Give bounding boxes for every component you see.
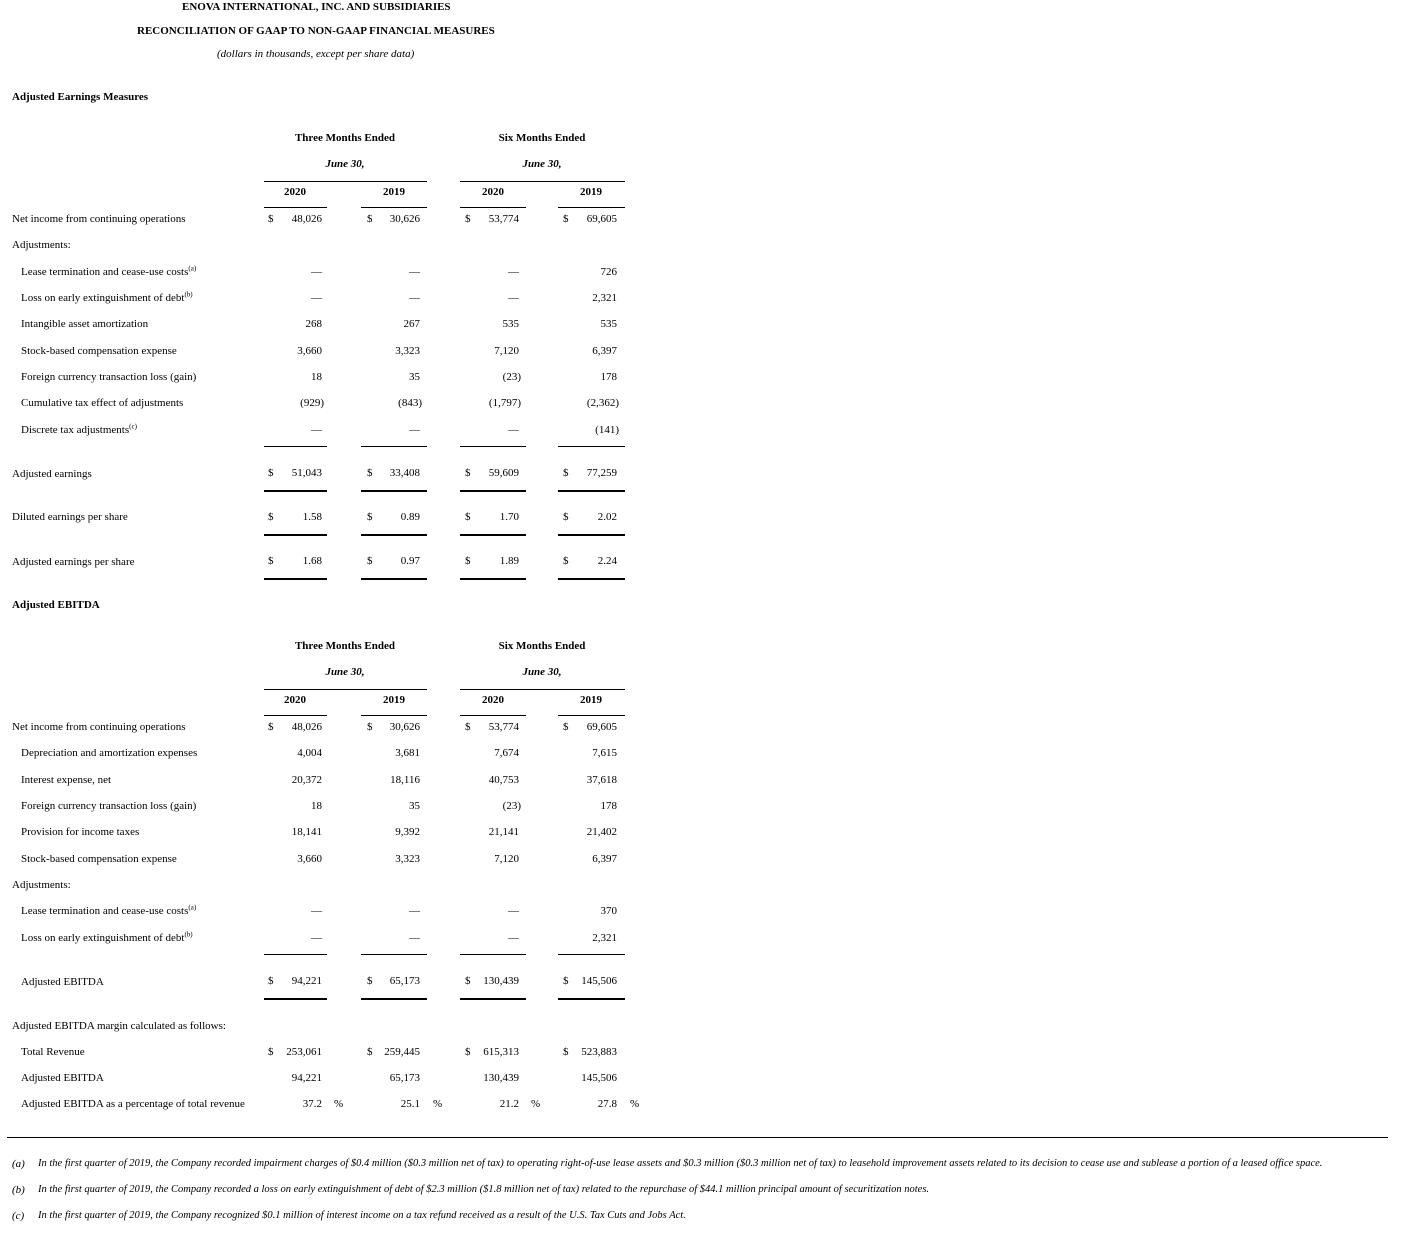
cell-value: 35 xyxy=(409,800,420,812)
cell-value: 0.97 xyxy=(400,555,420,567)
cell-value: 1.58 xyxy=(302,511,322,523)
cell-value: 18,116 xyxy=(390,774,420,786)
total-rule xyxy=(361,578,427,580)
col-group-june: June 30, xyxy=(325,666,365,678)
total-rule xyxy=(264,534,327,536)
dollar-sign: $ xyxy=(367,555,373,567)
cell-value: — xyxy=(409,932,420,944)
cell-value: 3,660 xyxy=(297,345,322,357)
col-year: 2019 xyxy=(580,186,602,198)
dollar-sign: $ xyxy=(367,1046,373,1058)
cell-value: 27.8 xyxy=(597,1098,617,1110)
cell-value: 9,392 xyxy=(395,826,420,838)
dollar-sign: $ xyxy=(465,511,471,523)
cell-value: 18 xyxy=(311,800,322,812)
dollar-sign: $ xyxy=(268,1046,274,1058)
col-year: 2020 xyxy=(284,694,306,706)
row-label-adjusted-ebitda: Adjusted EBITDA xyxy=(21,976,104,988)
cell-value: 35 xyxy=(409,371,420,383)
cell-value: 65,173 xyxy=(389,975,420,987)
col-group-six-months: Six Months Ended xyxy=(498,640,586,652)
cell-value: 3,681 xyxy=(395,747,420,759)
total-rule xyxy=(558,578,625,580)
footnote-text: In the first quarter of 2019, the Company recognized $0.1 million of interest income on a tax refund received as a result of the U.S. Tax Cuts and Jobs Act. xyxy=(38,1210,686,1221)
row-label-adjusted-ebitda: Adjusted EBITDA xyxy=(21,1072,104,1084)
cell-value: 3,660 xyxy=(297,853,322,865)
header-rule xyxy=(460,181,625,182)
cell-value: 69,605 xyxy=(586,721,617,733)
cell-value: — xyxy=(508,905,519,917)
cell-value: 7,674 xyxy=(494,747,519,759)
cell-value: 25.1 xyxy=(400,1098,420,1110)
cell-value: 65,173 xyxy=(389,1072,420,1084)
cell-value: — xyxy=(311,932,322,944)
cell-value: 535 xyxy=(502,318,519,330)
row-label-net-income: Net income from continuing operations xyxy=(12,213,186,225)
cell-value: — xyxy=(311,292,322,304)
row-label-discrete-tax: Discrete tax adjustments$^{(c)}$ xyxy=(21,422,137,436)
cell-value: 30,626 xyxy=(389,213,420,225)
year-rule xyxy=(558,207,625,208)
cell-value: 615,313 xyxy=(483,1046,519,1058)
adjustments-label: Adjustments: xyxy=(12,879,71,891)
subtotal-rule xyxy=(558,446,625,447)
earnings-section-title: Adjusted Earnings Measures xyxy=(12,91,149,103)
total-rule xyxy=(361,998,427,1000)
subtotal-rule xyxy=(264,446,327,447)
cell-value: — xyxy=(311,266,322,278)
dollar-sign: $ xyxy=(268,511,274,523)
row-label-fx: Foreign currency transaction loss (gain) xyxy=(21,800,197,812)
cell-value: 94,221 xyxy=(291,975,322,987)
row-label-tax-effect: Cumulative tax effect of adjustments xyxy=(21,397,184,409)
cell-value: 4,004 xyxy=(297,747,322,759)
row-label-stock-comp: Stock-based compensation expense xyxy=(21,345,177,357)
subtotal-rule xyxy=(460,954,526,955)
year-rule xyxy=(361,715,427,716)
year-rule xyxy=(264,207,327,208)
col-group-june: June 30, xyxy=(522,158,562,170)
row-label-stock-comp: Stock-based compensation expense xyxy=(21,853,177,865)
col-year: 2019 xyxy=(580,694,602,706)
dollar-sign: $ xyxy=(268,213,274,225)
total-rule xyxy=(558,490,625,492)
row-label-adjusted-earnings: Adjusted earnings xyxy=(12,468,92,480)
dollar-sign: $ xyxy=(563,555,569,567)
dollar-sign: $ xyxy=(563,975,569,987)
dollar-sign: $ xyxy=(268,467,274,479)
cell-value: 2.02 xyxy=(597,511,617,523)
percent-sign: % xyxy=(531,1098,541,1110)
col-year: 2020 xyxy=(482,186,504,198)
total-rule xyxy=(558,534,625,536)
footnote-key: (b) xyxy=(12,1184,25,1196)
total-rule xyxy=(361,490,427,492)
row-label-adjusted-eps: Adjusted earnings per share xyxy=(12,556,135,568)
year-rule xyxy=(361,207,427,208)
dollar-sign: $ xyxy=(367,975,373,987)
cell-value: 130,439 xyxy=(483,1072,519,1084)
col-group-three-months: Three Months Ended xyxy=(294,132,396,144)
dollar-sign: $ xyxy=(563,1046,569,1058)
total-rule xyxy=(460,578,526,580)
row-label-ebitda-margin: Adjusted EBITDA as a percentage of total revenue xyxy=(21,1098,245,1110)
cell-value: 94,221 xyxy=(291,1072,322,1084)
total-rule xyxy=(460,998,526,1000)
cell-value: 7,615 xyxy=(592,747,617,759)
ebitda-section-title: Adjusted EBITDA xyxy=(12,599,100,611)
total-rule xyxy=(264,998,327,1000)
total-rule xyxy=(460,534,526,536)
header-rule xyxy=(264,181,427,182)
cell-value: — xyxy=(508,292,519,304)
cell-value: 33,408 xyxy=(389,467,420,479)
percent-sign: % xyxy=(334,1098,344,1110)
col-group-three-months: Three Months Ended xyxy=(294,640,396,652)
cell-value: 48,026 xyxy=(291,213,322,225)
year-rule xyxy=(460,207,526,208)
dollar-sign: $ xyxy=(465,1046,471,1058)
row-label-net-income: Net income from continuing operations xyxy=(12,721,186,733)
percent-sign: % xyxy=(433,1098,443,1110)
cell-value: — xyxy=(508,424,519,436)
footnote-text: In the first quarter of 2019, the Company recorded impairment charges of $0.4 million ($0.3 million net of tax) to operating right-of-use lease assets and $0.3 million ($0.3 million net of tax) to leasehold improvement assets related to its decision to cease use and sublease a portion of a leased office space. xyxy=(38,1158,1323,1169)
dollar-sign: $ xyxy=(465,721,471,733)
cell-value: 523,883 xyxy=(581,1046,617,1058)
cell-value: 145,506 xyxy=(581,975,617,987)
dollar-sign: $ xyxy=(465,213,471,225)
report-title: RECONCILIATION OF GAAP TO NON-GAAP FINANCIAL MEASURES xyxy=(137,25,495,37)
footnote-key: (c) xyxy=(12,1210,25,1222)
cell-value: (23) xyxy=(502,800,521,812)
cell-value: 77,259 xyxy=(586,467,617,479)
col-group-six-months: Six Months Ended xyxy=(498,132,586,144)
cell-value: 1.68 xyxy=(302,555,322,567)
footnote-key: (a) xyxy=(12,1158,25,1170)
cell-value: 37.2 xyxy=(302,1098,322,1110)
dollar-sign: $ xyxy=(563,511,569,523)
header-rule xyxy=(264,689,427,690)
cell-value: 21,402 xyxy=(586,826,617,838)
dollar-sign: $ xyxy=(367,213,373,225)
cell-value: 20,372 xyxy=(291,774,322,786)
cell-value: 18,141 xyxy=(291,826,322,838)
cell-value: 145,506 xyxy=(581,1072,617,1084)
dollar-sign: $ xyxy=(465,975,471,987)
cell-value: — xyxy=(409,905,420,917)
col-group-june: June 30, xyxy=(325,158,365,170)
cell-value: 53,774 xyxy=(488,213,519,225)
cell-value: 7,120 xyxy=(494,345,519,357)
cell-value: 7,120 xyxy=(494,853,519,865)
dollar-sign: $ xyxy=(367,467,373,479)
cell-value: 48,026 xyxy=(291,721,322,733)
cell-value: 259,445 xyxy=(384,1046,420,1058)
cell-value: 21.2 xyxy=(499,1098,519,1110)
cell-value: 6,397 xyxy=(592,345,617,357)
dollar-sign: $ xyxy=(268,555,274,567)
col-year: 2020 xyxy=(284,186,306,198)
footnote-text: In the first quarter of 2019, the Company recorded a loss on early extinguishment of debt of $2.3 million ($1.8 million net of tax) related to the repurchase of $44.1 million principal amount of securitization notes. xyxy=(38,1184,930,1195)
cell-value: 268 xyxy=(305,318,322,330)
cell-value: 2,321 xyxy=(592,292,617,304)
total-rule xyxy=(264,578,327,580)
cell-value: — xyxy=(409,292,420,304)
col-group-june: June 30, xyxy=(522,666,562,678)
year-rule xyxy=(558,715,625,716)
dollar-sign: $ xyxy=(465,555,471,567)
cell-value: (1,797) xyxy=(488,397,521,409)
cell-value: 69,605 xyxy=(586,213,617,225)
cell-value: 21,141 xyxy=(488,826,519,838)
cell-value: 37,618 xyxy=(586,774,617,786)
cell-value: 178 xyxy=(600,371,617,383)
cell-value: — xyxy=(409,266,420,278)
percent-sign: % xyxy=(630,1098,640,1110)
cell-value: 2,321 xyxy=(592,932,617,944)
cell-value: — xyxy=(409,424,420,436)
subtotal-rule xyxy=(361,954,427,955)
cell-value: 1.70 xyxy=(499,511,519,523)
subtotal-rule xyxy=(558,954,625,955)
dollar-sign: $ xyxy=(563,721,569,733)
col-year: 2020 xyxy=(482,694,504,706)
row-label-fx: Foreign currency transaction loss (gain) xyxy=(21,371,197,383)
adjustments-label: Adjustments: xyxy=(12,239,71,251)
cell-value: — xyxy=(311,905,322,917)
total-rule xyxy=(264,490,327,492)
cell-value: 178 xyxy=(600,800,617,812)
dollar-sign: $ xyxy=(367,721,373,733)
subtotal-rule xyxy=(361,446,427,447)
cell-value: (23) xyxy=(502,371,521,383)
year-rule xyxy=(460,715,526,716)
cell-value: 535 xyxy=(600,318,617,330)
cell-value: 370 xyxy=(600,905,617,917)
row-label-diluted-eps: Diluted earnings per share xyxy=(12,511,128,523)
total-rule xyxy=(460,490,526,492)
report-subtitle: (dollars in thousands, except per share data) xyxy=(217,48,415,60)
footnote-divider xyxy=(7,1137,1388,1138)
cell-value: — xyxy=(311,424,322,436)
dollar-sign: $ xyxy=(465,467,471,479)
row-label-lease-termination: Lease termination and cease-use costs$^{(a)}$ xyxy=(21,903,197,917)
company-name: ENOVA INTERNATIONAL, INC. AND SUBSIDIARIES xyxy=(182,1,451,13)
cell-value: — xyxy=(508,932,519,944)
year-rule xyxy=(264,715,327,716)
cell-value: 51,043 xyxy=(291,467,322,479)
dollar-sign: $ xyxy=(563,467,569,479)
cell-value: 59,609 xyxy=(488,467,519,479)
dollar-sign: $ xyxy=(367,511,373,523)
cell-value: (929) xyxy=(300,397,324,409)
dollar-sign: $ xyxy=(268,721,274,733)
cell-value: (2,362) xyxy=(586,397,619,409)
subtotal-rule xyxy=(460,446,526,447)
cell-value: 2.24 xyxy=(597,555,617,567)
cell-value: 267 xyxy=(403,318,420,330)
subtotal-rule xyxy=(264,954,327,955)
cell-value: 0.89 xyxy=(400,511,420,523)
cell-value: 253,061 xyxy=(286,1046,322,1058)
cell-value: 3,323 xyxy=(395,853,420,865)
cell-value: 6,397 xyxy=(592,853,617,865)
row-label-intangible: Intangible asset amortization xyxy=(21,318,149,330)
row-label-loss-on-debt: Loss on early extinguishment of debt$^{(b)}$ xyxy=(21,930,193,944)
total-rule xyxy=(558,998,625,1000)
row-label-provision: Provision for income taxes xyxy=(21,826,140,838)
cell-value: 30,626 xyxy=(389,721,420,733)
margin-calc-label: Adjusted EBITDA margin calculated as follows: xyxy=(12,1020,226,1032)
row-label-lease-termination: Lease termination and cease-use costs$^{(a)}$ xyxy=(21,264,197,278)
header-rule xyxy=(460,689,625,690)
cell-value: 3,323 xyxy=(395,345,420,357)
row-label-loss-on-debt: Loss on early extinguishment of debt$^{(b)}$ xyxy=(21,290,193,304)
dollar-sign: $ xyxy=(268,975,274,987)
cell-value: 18 xyxy=(311,371,322,383)
cell-value: 1.89 xyxy=(499,555,519,567)
row-label-interest: Interest expense, net xyxy=(21,774,112,786)
dollar-sign: $ xyxy=(563,213,569,225)
col-year: 2019 xyxy=(383,694,405,706)
cell-value: — xyxy=(508,266,519,278)
cell-value: (843) xyxy=(398,397,422,409)
cell-value: 726 xyxy=(600,266,617,278)
row-label-total-revenue: Total Revenue xyxy=(21,1046,85,1058)
cell-value: (141) xyxy=(595,424,619,436)
cell-value: 130,439 xyxy=(483,975,519,987)
row-label-depreciation: Depreciation and amortization expenses xyxy=(21,747,198,759)
cell-value: 40,753 xyxy=(488,774,519,786)
cell-value: 53,774 xyxy=(488,721,519,733)
col-year: 2019 xyxy=(383,186,405,198)
total-rule xyxy=(361,534,427,536)
